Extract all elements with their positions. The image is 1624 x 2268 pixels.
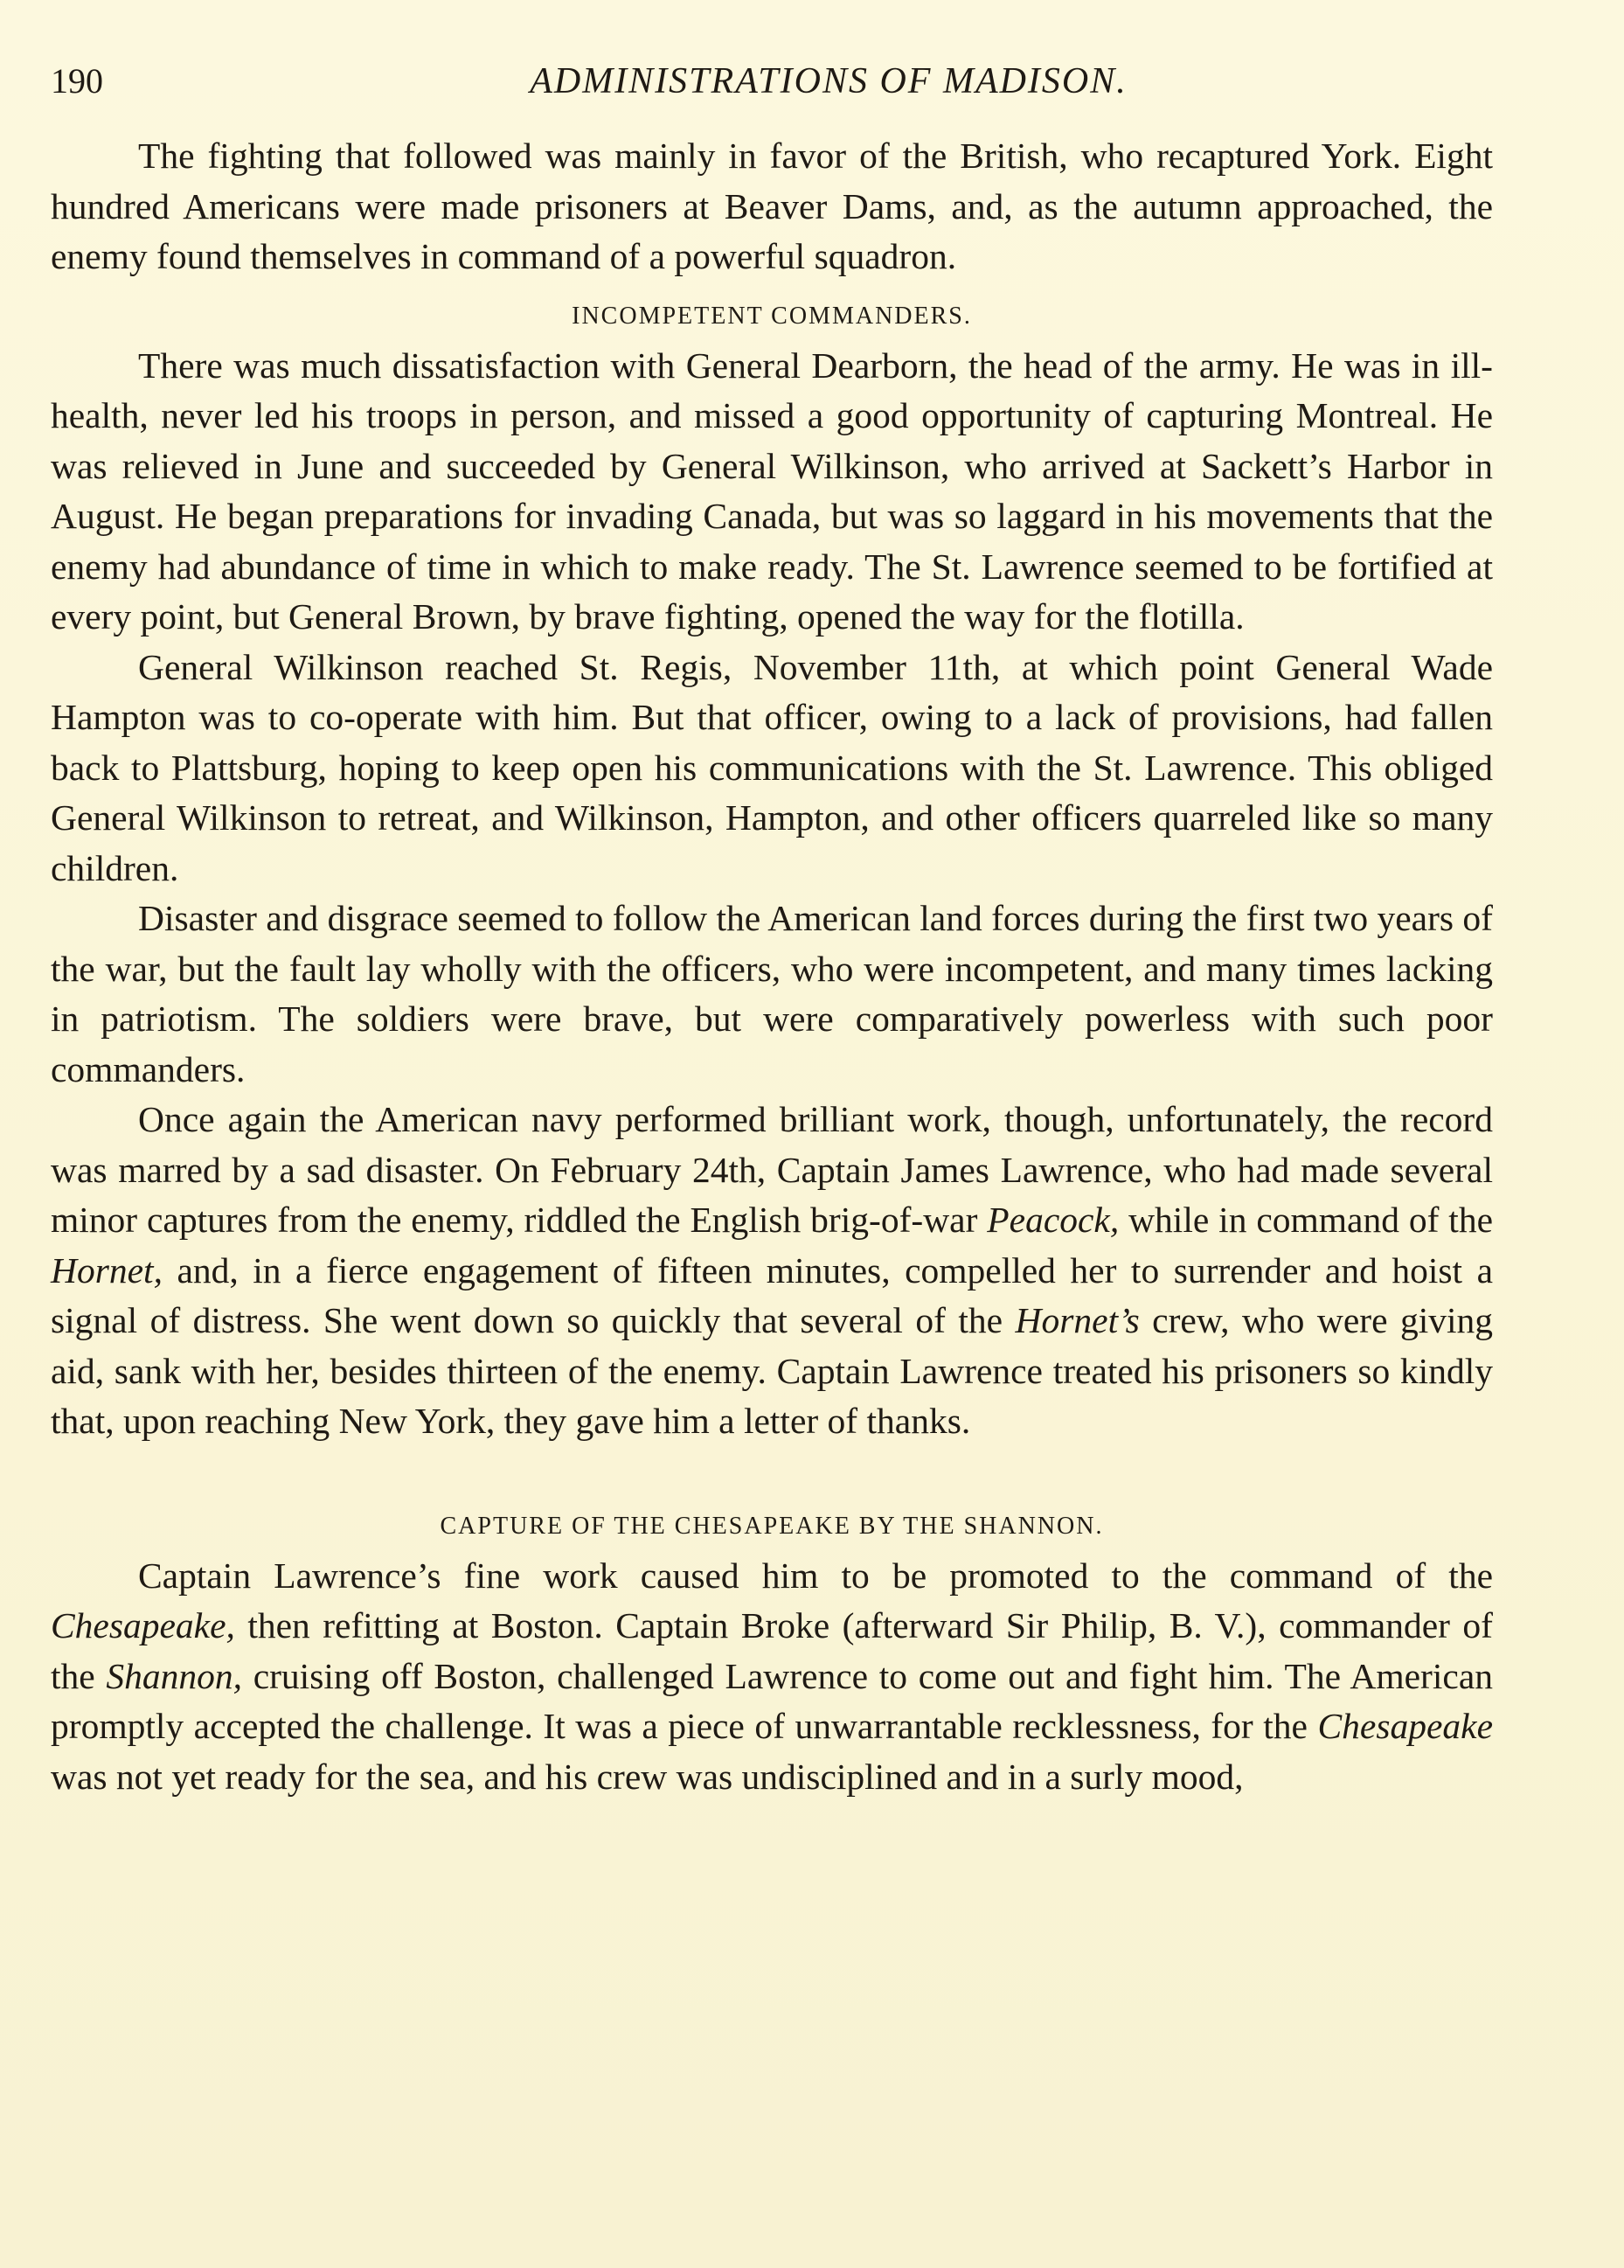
page-header — [51, 51, 1528, 112]
paragraph-2: There was much dissatisfaction with General Dearborn, the head of the army. He was in ill-health, never led his troops in person, and missed a good opportunity of capturing Montreal. He was relieved in June and succeeded by General Wilkinson, who arrived at Sackett’s Harbor in August. He began preparations for invading Canada, but was so laggard in his movements that the enemy had abundance of time in which to make ready. The St. Lawrence seemed to be fortified at every point, but General Brown, by brave fighting, opened the way for the flotilla. — [51, 344, 1493, 637]
paragraph-5-text-2: while in command of the — [1119, 1200, 1493, 1240]
ship-name-hornet: Hornet, — [51, 1249, 163, 1291]
paragraph-6-text-4: was not yet ready for the sea, and his crew was undisciplined and in a surly mood, — [51, 1756, 1244, 1797]
ship-name-peacock: Peacock, — [987, 1200, 1120, 1240]
paragraph-5-text-4: crew, who were giving aid, sank with her, besides thirteen of the enemy. Captain Lawrence treated his prisoners so kindly that, upon reaching New York, they gave him a letter of thanks. — [51, 1300, 1494, 1441]
running-head: ADMINISTRATIONS OF MADISON. — [530, 61, 1128, 101]
paragraph-5-text-1: Once again the American navy performed brilliant work, though, unfortunately, the record was marred by a sad disaster. On February 24th, Captain James Lawrence, who had made several minor captures from the enemy, riddled the English brig-of-war — [51, 1099, 1493, 1240]
section-heading-incompetent-commanders: INCOMPETENT COMMANDERS. — [572, 302, 972, 330]
paragraph-6-text-1: Captain Lawrence’s fine work caused him to be promoted to the command of the — [138, 1555, 1493, 1596]
paragraph-4: Disaster and disgrace seemed to follow the American land forces during the first two years of the war, but the fault lay wholly with the officers, who were incompetent, and many times lacking in patriotism. The soldiers were brave, but were comparatively powerless with such poor commanders. — [51, 898, 1493, 1089]
ship-name-chesapeake: Chesapeake, — [51, 1605, 235, 1645]
page-number: 190 — [51, 61, 103, 101]
section-heading-capture-of-chesapeake: CAPTURE OF THE CHESAPEAKE BY THE SHANNON. — [440, 1512, 1104, 1540]
paragraph-6-text-2: then refitting at Boston. Captain Broke (afterward Sir Philip, B. V.), commander of the — [51, 1605, 1493, 1696]
ship-name-shannon: Shannon, — [106, 1655, 243, 1696]
ship-name-chesapeake-2: Chesapeake — [1317, 1706, 1493, 1746]
paragraph-5 — [51, 1095, 1493, 1447]
ship-name-hornets: Hornet’s — [1015, 1300, 1140, 1340]
paragraph-1: The fighting that followed was mainly in favor of the British, who recaptured York. Eight hundred Americans were made prisoners at Beaver Dams, and, as the autumn approached, the enemy found themselves in command of a powerful squadron. — [51, 136, 1493, 276]
page-body — [51, 131, 1493, 1802]
paragraph-6 — [51, 1551, 1493, 1803]
paragraph-6-text-3: cruising off Boston, challenged Lawrence to come out and fight him. The American promptly accepted the challenge. It was a piece of unwarrantable recklessness, for the — [51, 1655, 1494, 1746]
paragraph-5-text-3: and, in a fierce engagement of fifteen minutes, compelled her to surrender and hoist a signal of distress. She went down so quickly that several of the — [51, 1249, 1493, 1340]
paragraph-3: General Wilkinson reached St. Regis, November 11th, at which point General Wade Hampton was to co-operate with him. But that officer, owing to a lack of provisions, had fallen back to Plattsburg, hoping to keep open his communications with the St. Lawrence. This obliged General Wilkinson to retreat, and Wilkinson, Hampton, and other officers quarreled like so many children. — [51, 646, 1493, 888]
